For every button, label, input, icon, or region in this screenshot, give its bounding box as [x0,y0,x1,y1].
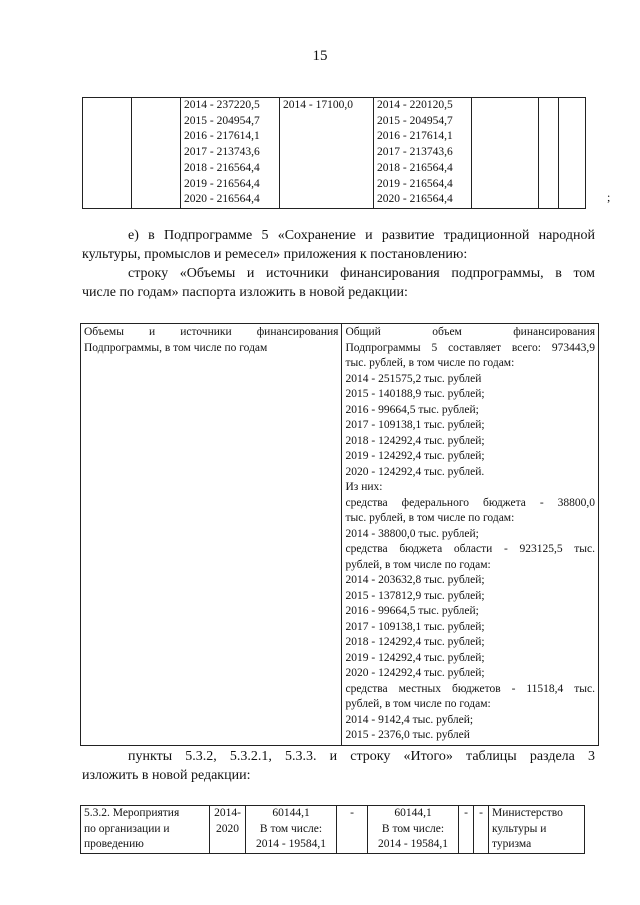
year-value: 2019 - 216564,4 [377,177,453,190]
year-value: 2019 - 216564,4 [184,177,260,190]
value-line: Подпрограммы 5 составляет всего: 973443,9 [345,341,595,354]
empty-cell [132,98,181,209]
dash-cell: - [474,806,489,854]
measures-table [80,805,585,854]
paragraph-points [82,747,595,785]
value-line: 2020 - 124292,4 тыс. рублей; [345,667,485,679]
value-line: рублей, в том числе по годам: [345,698,491,710]
dash-cell: - [459,806,474,854]
value-line: 2018 - 124292,4 тыс. рублей; [345,636,485,648]
paragraph-e [82,226,595,302]
table-row [81,806,585,854]
value-line: средства бюджета области - 923125,5 тыс. [345,543,595,555]
year-value: 2017 - 213743,6 [377,146,453,159]
value-line: 2016 - 99664,5 тыс. рублей; [345,605,479,617]
federal-by-year-cell [280,98,374,209]
year-value: 2018 - 216564,4 [377,161,453,174]
table-row [83,98,586,209]
value-line: 2015 - 140188,9 тыс. рублей; [345,388,485,400]
value-line: Общий объем финансирования [345,326,595,338]
text-line: пункты 5.3.2, 5.3.2.1, 5.3.3. и строку «Итого» таблицы раздела 3 [128,749,595,764]
value-line: 2017 - 109138,1 тыс. рублей; [345,620,485,633]
value-line: рублей, в том числе по годам: [345,558,491,571]
trailing-semicolon: ; [607,190,611,204]
year-value: 2017 - 213743,6 [184,146,260,159]
period-cell: 2014- 2020 [210,806,246,854]
year-value: 2015 - 204954,7 [184,114,260,127]
row-label-cell [81,324,342,746]
empty-cell [83,98,132,209]
passport-table [80,323,599,746]
year-value: 2016 - 217614,1 [184,130,260,143]
label-line: Объемы и источники финансирования [84,326,339,338]
value-line: средства местных бюджетов - 11518,4 тыс. [345,682,595,695]
page-number: 15 [312,48,328,64]
measure-name-cell: 5.3.2. Мероприятия по организации и проведению [81,806,210,854]
executor-cell: Министерство культуры и туризма [489,806,585,854]
value-line: 2014 - 9142,4 тыс. рублей; [345,713,474,726]
year-value: 2014 - 17100,0 [283,99,353,111]
row-value-cell [342,324,599,746]
regional-cell: 60144,1 В том числе: 2014 - 19584,1 [368,806,459,854]
value-line: тыс. рублей, в том числе по годам: [345,357,515,369]
year-value: 2020 - 216564,4 [184,193,260,206]
year-value: 2018 - 216564,4 [184,161,260,174]
text-line: культуры, промыслов и ремесел» приложения к постановлению: [82,247,468,262]
year-value: 2014 - 237220,5 [184,99,260,111]
table-row [81,324,599,746]
text-line: строку «Объемы и источники финансирования подпрограммы, в том [128,266,595,281]
value-line: 2019 - 124292,4 тыс. рублей; [345,651,485,664]
value-line: тыс. рублей, в том числе по годам: [345,512,515,524]
dash-cell: - [337,806,368,854]
total-cell: 60144,1 В том числе: 2014 - 19584,1 [246,806,337,854]
regional-by-year-cell [374,98,472,209]
value-line: 2019 - 124292,4 тыс. рублей; [345,450,485,462]
value-line: Из них: [345,481,383,493]
text-line: числе по годам» паспорта изложить в новой редакции: [82,285,408,300]
value-line: 2015 - 2376,0 тыс. рублей [345,729,470,741]
total-by-year-cell [181,98,280,209]
top-financing-table [82,97,586,209]
value-line: 2017 - 109138,1 тыс. рублей; [345,419,485,431]
value-line: 2014 - 38800,0 тыс. рублей; [345,527,479,540]
value-line: 2014 - 251575,2 тыс. рублей [345,372,482,385]
year-value: 2016 - 217614,1 [377,130,453,143]
empty-cell [559,98,586,209]
value-line: 2018 - 124292,4 тыс. рублей; [345,434,485,447]
year-value: 2014 - 220120,5 [377,99,453,111]
text-line: изложить в новой редакции: [82,768,251,783]
label-line: Подпрограммы, в том числе по годам [84,341,268,354]
value-line: 2015 - 137812,9 тыс. рублей; [345,589,485,602]
empty-cell [539,98,559,209]
year-value: 2020 - 216564,4 [377,193,453,206]
value-line: 2014 - 203632,8 тыс. рублей; [345,574,485,586]
empty-cell [472,98,539,209]
year-value: 2015 - 204954,7 [377,114,453,127]
value-line: 2016 - 99664,5 тыс. рублей; [345,403,479,416]
value-line: 2020 - 124292,4 тыс. рублей. [345,465,485,478]
text-line: е) в Подпрограмме 5 «Сохранение и развитие традиционной народной [128,228,595,243]
value-line: средства федерального бюджета - 38800,0 [345,496,595,509]
